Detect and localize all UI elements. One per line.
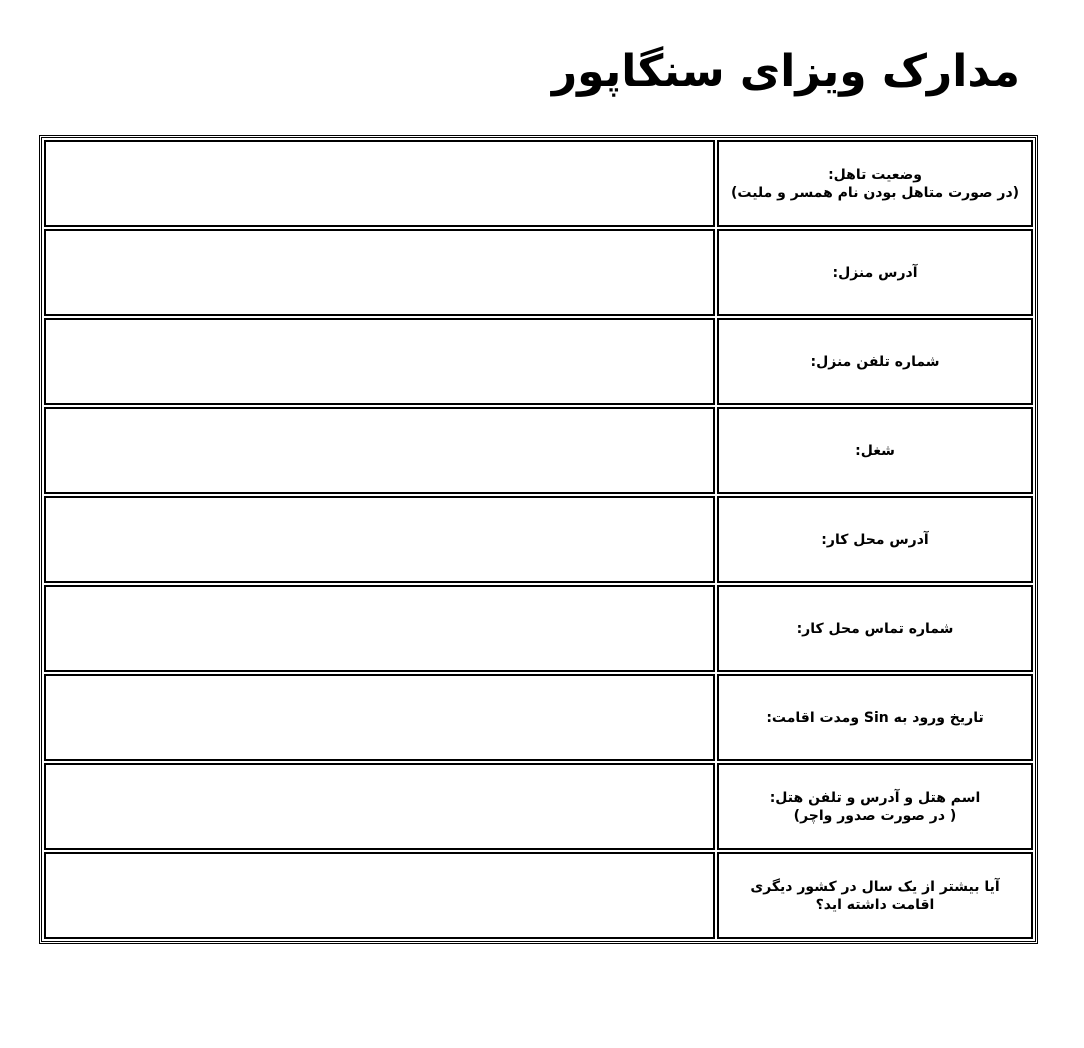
occupation-label bbox=[717, 407, 1033, 494]
table-row bbox=[43, 584, 1034, 673]
table-row bbox=[43, 851, 1034, 940]
label-line-1: آدرس محل کار: bbox=[821, 531, 929, 548]
table-row bbox=[43, 406, 1034, 495]
label-line-2: ( در صورت صدور واچر) bbox=[793, 807, 957, 824]
marital-status-label bbox=[717, 140, 1033, 227]
table-row bbox=[43, 495, 1034, 584]
table-row bbox=[43, 139, 1034, 228]
label-line-1: شغل: bbox=[855, 442, 895, 459]
label-line-1: آیا بیشتر از یک سال در کشور دیگری bbox=[750, 878, 1000, 895]
label-line-1: وضعیت تاهل: bbox=[828, 166, 922, 183]
hotel-info-field[interactable] bbox=[44, 763, 715, 850]
visa-form-table bbox=[39, 135, 1038, 944]
table-row bbox=[43, 228, 1034, 317]
foreign-residence-field[interactable] bbox=[44, 852, 715, 939]
home-phone-label bbox=[717, 318, 1033, 405]
arrival-date-label bbox=[717, 674, 1033, 761]
marital-status-field[interactable] bbox=[44, 140, 715, 227]
hotel-info-label bbox=[717, 763, 1033, 850]
table-row bbox=[43, 762, 1034, 851]
page-title: مدارک ویزای سنگاپور bbox=[551, 46, 1020, 97]
foreign-residence-label bbox=[717, 852, 1033, 939]
work-phone-label bbox=[717, 585, 1033, 672]
label-line-1: اسم هتل و آدرس و تلفن هتل: bbox=[769, 789, 981, 806]
table-row bbox=[43, 317, 1034, 406]
work-address-field[interactable] bbox=[44, 496, 715, 583]
home-address-field[interactable] bbox=[44, 229, 715, 316]
label-line-1: شماره تلفن منزل: bbox=[810, 353, 940, 370]
home-address-label bbox=[717, 229, 1033, 316]
arrival-date-field[interactable] bbox=[44, 674, 715, 761]
occupation-field[interactable] bbox=[44, 407, 715, 494]
label-line-1: تاریخ ورود به Sin ومدت اقامت: bbox=[766, 709, 984, 726]
work-phone-field[interactable] bbox=[44, 585, 715, 672]
work-address-label bbox=[717, 496, 1033, 583]
label-line-1: شماره تماس محل کار: bbox=[796, 620, 954, 637]
home-phone-field[interactable] bbox=[44, 318, 715, 405]
table-row bbox=[43, 673, 1034, 762]
label-line-2: (در صورت متاهل بودن نام همسر و ملیت) bbox=[730, 184, 1020, 201]
label-line-1: آدرس منزل: bbox=[832, 264, 918, 281]
label-line-2: اقامت داشته اید؟ bbox=[815, 896, 935, 913]
